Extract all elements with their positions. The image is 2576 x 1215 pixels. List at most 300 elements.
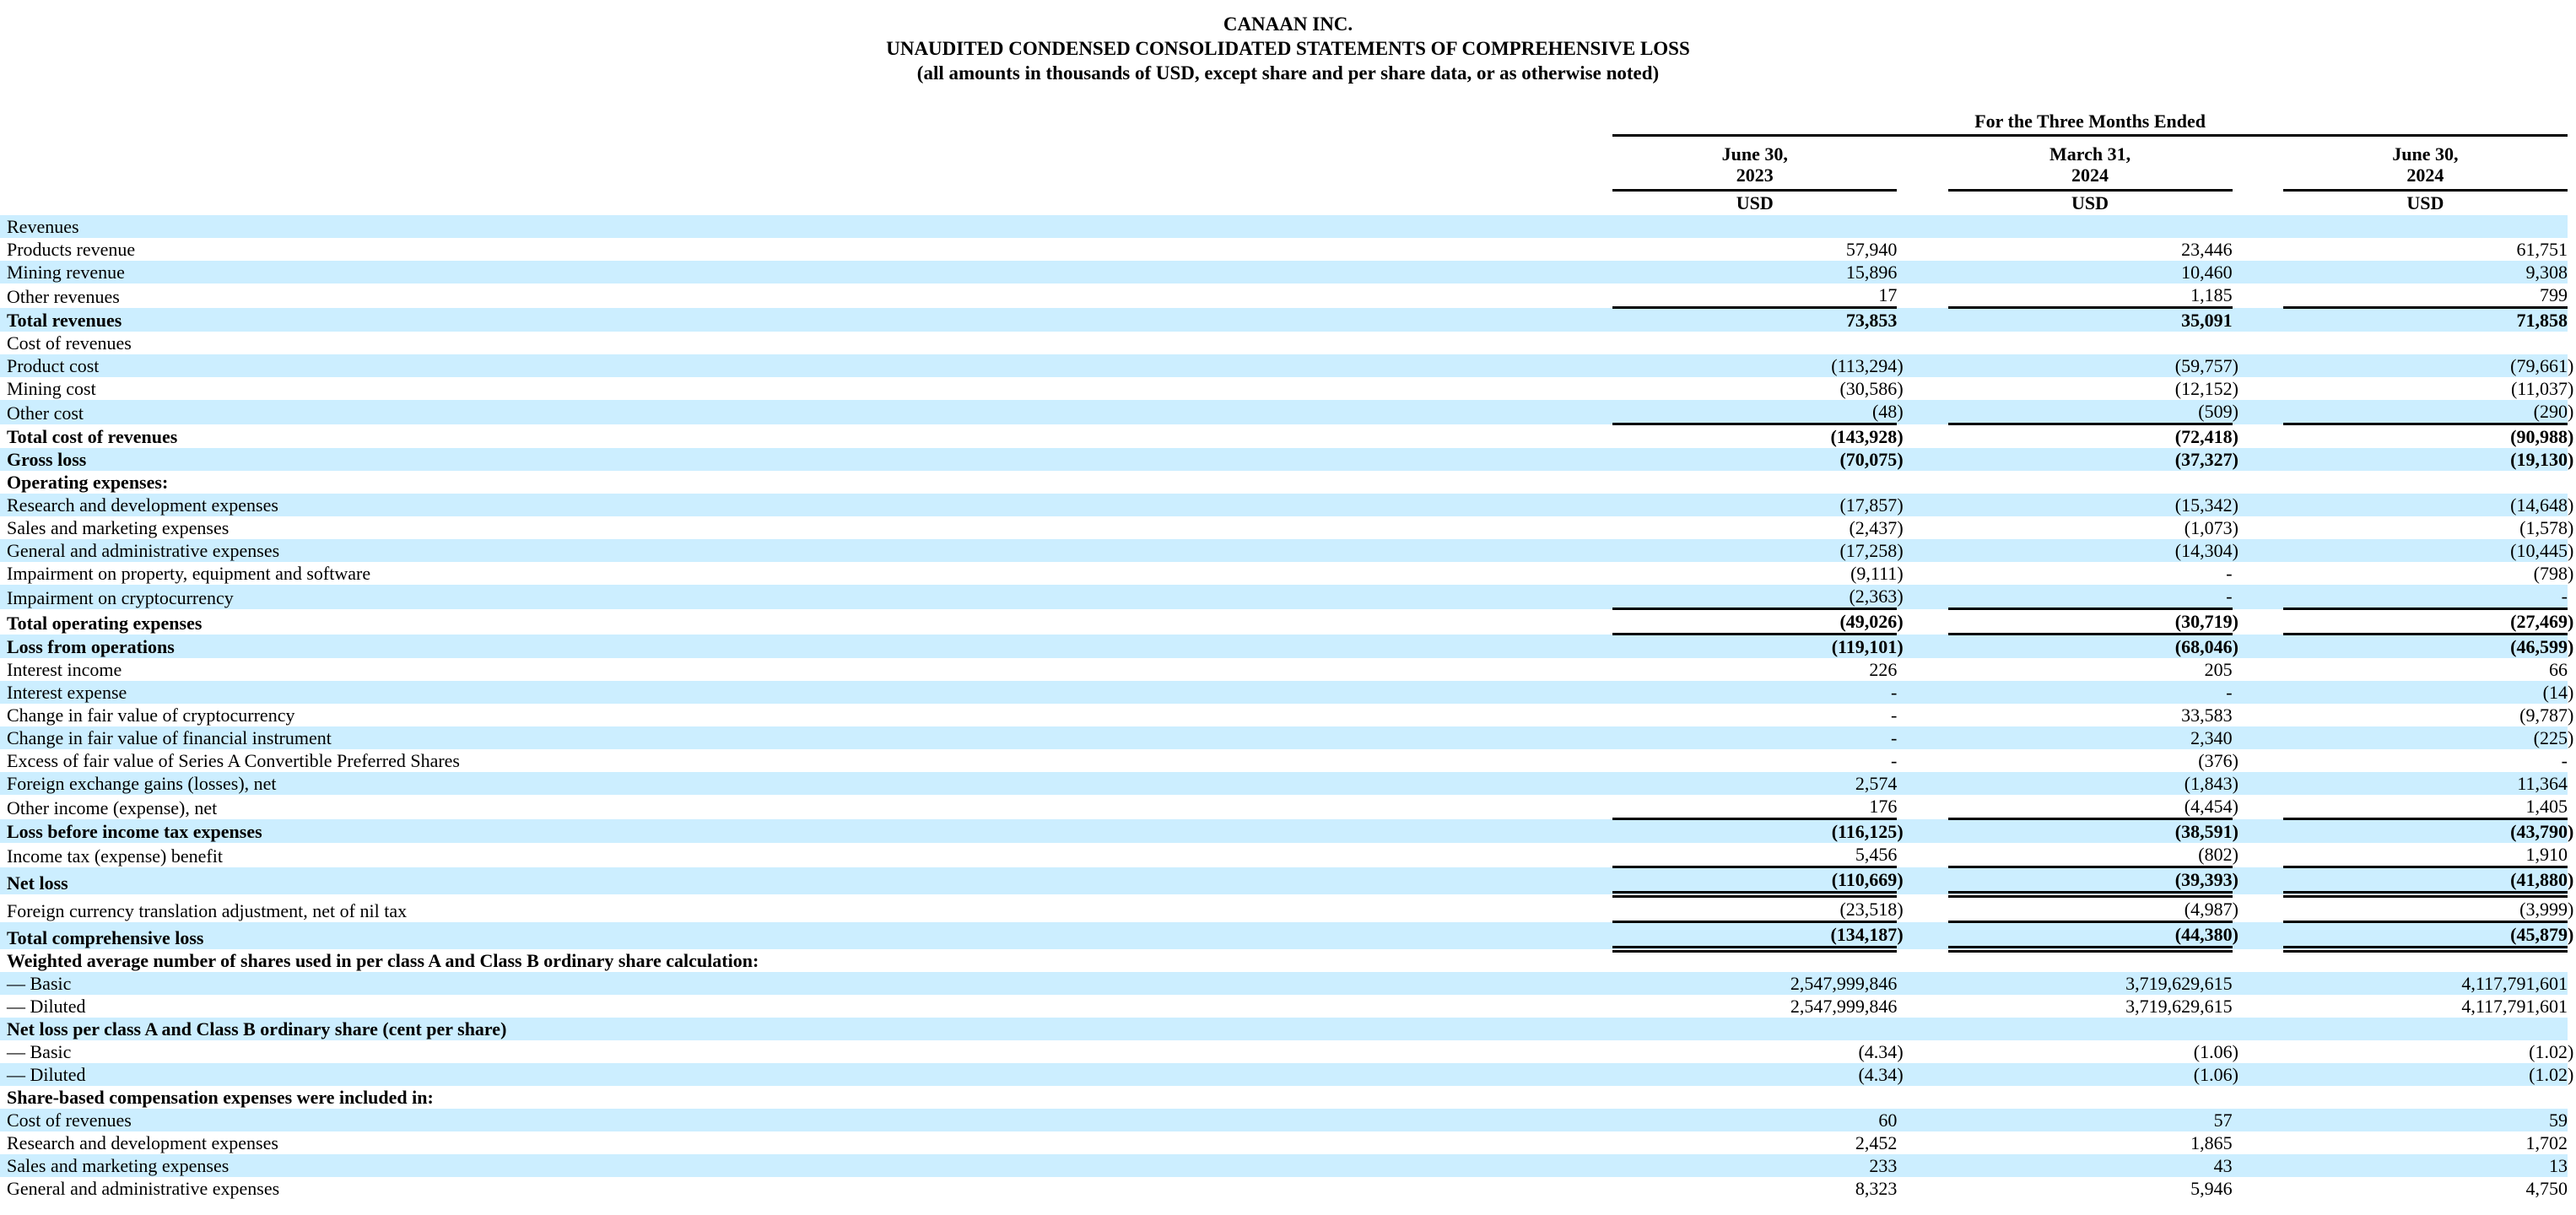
value-cell: - [1890, 750, 1898, 771]
spacer-cell [1897, 867, 1947, 895]
value-cell: (79,661) [2510, 355, 2574, 376]
table-row [0, 471, 2568, 494]
table-row [0, 494, 2568, 516]
spacer-cell [1897, 400, 1947, 424]
value-cell: (798) [2533, 563, 2574, 584]
value-cell: 4,117,791,601 [2461, 996, 2568, 1017]
value-cell: (38,591) [2174, 821, 2238, 842]
spacer-cell [1562, 215, 1612, 238]
spacer-cell [1897, 471, 1947, 494]
spacer-cell [2233, 377, 2283, 400]
value-cell: - [2561, 750, 2568, 771]
column-unit-header: USD [2406, 192, 2444, 213]
spacer-cell [1897, 609, 1947, 634]
value-cell: 4,750 [2525, 1178, 2568, 1199]
value-cell: (90,988) [2510, 426, 2574, 447]
table-row [0, 772, 2568, 795]
spacer-cell [1562, 995, 1612, 1018]
row-label: Cost of revenues [7, 1110, 132, 1131]
spacer-cell [1562, 354, 1612, 377]
value-cell [1612, 949, 1897, 972]
spacer-cell [1562, 843, 1612, 867]
value-cell: 2,452 [1855, 1132, 1898, 1153]
row-label: Total operating expenses [7, 612, 203, 634]
row-label: Sales and marketing expenses [7, 517, 230, 538]
value-cell: (113,294) [1831, 355, 1904, 376]
spacer-cell [2233, 1177, 2283, 1200]
value-cell [1612, 471, 1897, 494]
spacer-cell [1562, 634, 1612, 659]
value-cell: (44,380) [1948, 922, 2233, 950]
statement-title: UNAUDITED CONDENSED CONSOLIDATED STATEMENTS OF COMPREHENSIVE LOSS [886, 38, 1690, 59]
value-cell: (1,578) [2519, 517, 2574, 538]
spacer-cell [1897, 726, 1947, 749]
table-body [0, 215, 2574, 1200]
row-label: — Basic [7, 973, 72, 994]
spacer-cell [1897, 819, 1947, 844]
row-label: Excess of fair value of Series A Convertible Preferred Shares [7, 750, 460, 771]
value-cell: 3,719,629,615 [2125, 973, 2233, 994]
spacer-cell [1897, 658, 1947, 681]
spacer-cell [1897, 377, 1947, 400]
value-cell: 1,910 [2283, 843, 2568, 867]
value-cell: 23,446 [2181, 239, 2233, 260]
row-label: Total comprehensive loss [7, 927, 204, 948]
spacer-cell [1897, 843, 1947, 867]
value-cell: 205 [2204, 659, 2233, 680]
row-label: — Diluted [7, 1064, 86, 1085]
value-cell: 4,117,791,601 [2461, 973, 2568, 994]
table-row [0, 949, 2568, 972]
spacer-cell [1562, 284, 1612, 308]
value-cell: (12,152) [2174, 378, 2238, 399]
value-cell: 226 [1869, 659, 1898, 680]
spacer-cell [1562, 136, 1612, 191]
value-cell: 66 [2549, 659, 2568, 680]
row-label: — Basic [7, 1041, 72, 1062]
table-row [0, 658, 2568, 681]
row-label: Loss from operations [7, 636, 175, 657]
row-label: Interest expense [7, 682, 127, 703]
table-row [0, 539, 2568, 562]
value-cell: 2,547,999,846 [1790, 996, 1898, 1017]
value-cell: (30,586) [1839, 378, 1904, 399]
spacer-cell [1562, 516, 1612, 539]
spacer-cell [2233, 238, 2283, 261]
row-label: — Diluted [7, 996, 86, 1017]
spacer-cell [1562, 448, 1612, 471]
row-label: Product cost [7, 355, 100, 376]
value-cell: (110,669) [1612, 867, 1897, 895]
company-name: CANAAN INC. [1223, 14, 1353, 35]
table-row [0, 704, 2568, 726]
row-label: Share-based compensation expenses were included in: [7, 1087, 434, 1108]
column-date-header: March 31, 2024 [1948, 136, 2233, 191]
value-cell: - [2226, 682, 2233, 703]
value-cell: (11,037) [2510, 378, 2574, 399]
spacer-cell [2233, 136, 2283, 191]
spacer-cell [2233, 424, 2283, 449]
spacer-cell [1562, 471, 1612, 494]
table-row [0, 843, 2568, 867]
value-cell [2283, 471, 2568, 494]
spacer-cell [1562, 922, 1612, 950]
value-cell: (802) [1948, 843, 2233, 867]
spacer-cell [1897, 949, 1947, 972]
value-cell [1612, 215, 1897, 238]
spacer-cell [1897, 1018, 1947, 1040]
table-row [0, 562, 2568, 585]
spacer-cell [1562, 749, 1612, 772]
spacer-cell [1562, 308, 1612, 332]
value-cell: (290) [2283, 400, 2568, 424]
spacer-cell [1897, 1040, 1947, 1063]
value-cell: - [1948, 585, 2233, 609]
period-group-header: For the Three Months Ended [1612, 111, 2568, 136]
value-cell: 9,308 [2525, 262, 2568, 283]
row-label: Net loss [7, 872, 68, 894]
value-cell [1948, 471, 2233, 494]
value-cell: 15,896 [1845, 262, 1898, 283]
value-cell: (4.34) [1858, 1064, 1904, 1085]
spacer-cell [1562, 261, 1612, 284]
row-label: Interest income [7, 659, 122, 680]
row-label: Foreign exchange gains (losses), net [7, 773, 277, 794]
value-cell: (10,445) [2510, 540, 2574, 561]
spacer-cell [2233, 749, 2283, 772]
value-cell: (4,987) [1948, 894, 2233, 922]
value-cell: 73,853 [1845, 310, 1898, 331]
table-row [0, 448, 2568, 471]
spacer-cell [1897, 539, 1947, 562]
value-cell: (509) [1948, 400, 2233, 424]
row-label: Sales and marketing expenses [7, 1155, 230, 1176]
value-cell: 59 [2549, 1110, 2568, 1131]
spacer-cell [1562, 1131, 1612, 1154]
value-cell: (27,469) [2283, 609, 2568, 634]
spacer-cell [1562, 377, 1612, 400]
group-header-row [0, 111, 2568, 136]
value-cell: 3,719,629,615 [2125, 996, 2233, 1017]
value-cell: - [1890, 727, 1898, 748]
spacer-cell [1562, 772, 1612, 795]
value-cell: (68,046) [2174, 636, 2238, 657]
spacer-cell [1897, 516, 1947, 539]
table-row [0, 609, 2568, 634]
value-cell: - [1890, 705, 1898, 726]
value-cell: 71,858 [2516, 310, 2568, 331]
value-cell: 11,364 [2517, 773, 2568, 794]
spacer-cell [1897, 284, 1947, 308]
spacer-cell [1562, 191, 1612, 216]
value-cell: 57 [2213, 1110, 2233, 1131]
spacer-cell [2233, 995, 2283, 1018]
spacer-cell [1562, 726, 1612, 749]
value-cell: (46,599) [2510, 636, 2574, 657]
value-cell: (15,342) [2174, 494, 2238, 516]
spacer-cell [2233, 215, 2283, 238]
value-cell [1948, 949, 2233, 972]
spacer-cell [2233, 284, 2283, 308]
table-row [0, 972, 2568, 995]
spacer-cell [2233, 894, 2283, 922]
spacer-cell [1897, 772, 1947, 795]
spacer-cell [1897, 448, 1947, 471]
spacer-cell [2233, 609, 2283, 634]
spacer-cell [1897, 1154, 1947, 1177]
table-row [0, 400, 2568, 424]
spacer-cell [1562, 332, 1612, 354]
value-cell: 17 [1612, 284, 1897, 308]
spacer-cell [1562, 609, 1612, 634]
value-cell: (2,363) [1612, 585, 1897, 609]
table-row [0, 795, 2568, 819]
row-label: Mining revenue [7, 262, 125, 283]
value-cell [1612, 332, 1897, 354]
spacer-cell [1562, 111, 1612, 136]
table-row [0, 1086, 2568, 1109]
table-row [0, 261, 2568, 284]
spacer-cell [2233, 1131, 2283, 1154]
value-cell: 8,323 [1855, 1178, 1898, 1199]
value-cell: (19,130) [2510, 449, 2574, 470]
value-cell: (41,880) [2283, 867, 2568, 895]
table-row [0, 1063, 2568, 1086]
spacer-cell [1562, 972, 1612, 995]
value-cell: (45,879) [2283, 922, 2568, 950]
value-cell: (116,125) [1831, 821, 1904, 842]
value-cell [1948, 332, 2233, 354]
table-row [0, 681, 2568, 704]
table-row [0, 354, 2568, 377]
table-row [0, 1040, 2568, 1063]
spacer-cell [1897, 1109, 1947, 1131]
spacer-cell [1562, 238, 1612, 261]
spacer-cell [2233, 726, 2283, 749]
row-label: Research and development expenses [7, 1132, 278, 1153]
spacer-cell [2233, 354, 2283, 377]
spacer-cell [2233, 261, 2283, 284]
value-cell [2283, 1086, 2568, 1109]
spacer-cell [2233, 1040, 2283, 1063]
spacer-cell [1897, 585, 1947, 609]
spacer-cell [2233, 1154, 2283, 1177]
spacer-cell [1897, 1063, 1947, 1086]
value-cell: (119,101) [1831, 636, 1904, 657]
table-row [0, 238, 2568, 261]
spacer-cell [1562, 1018, 1612, 1040]
spacer-cell [1897, 749, 1947, 772]
spacer-cell [1897, 972, 1947, 995]
row-label: Revenues [7, 216, 79, 237]
spacer-cell [1897, 894, 1947, 922]
spacer-cell [2233, 843, 2283, 867]
value-cell: 1,405 [2283, 795, 2568, 819]
table-row [0, 332, 2568, 354]
spacer-cell [1897, 261, 1947, 284]
row-label: Impairment on cryptocurrency [7, 586, 234, 608]
value-cell: (3,999) [2283, 894, 2568, 922]
value-cell: (17,857) [1839, 494, 1904, 516]
row-label: Net loss per class A and Class B ordinary share (cent per share) [7, 1018, 507, 1040]
spacer-cell [2233, 972, 2283, 995]
spacer-cell [1897, 1177, 1947, 1200]
value-cell: (39,393) [1948, 867, 2233, 895]
spacer-cell [2233, 562, 2283, 585]
value-cell [2283, 332, 2568, 354]
table-row [0, 995, 2568, 1018]
spacer-cell [0, 111, 1562, 136]
unit-header-row [0, 191, 2568, 216]
value-cell: 43 [2213, 1155, 2233, 1176]
column-unit-header: USD [2071, 192, 2109, 213]
row-label: Impairment on property, equipment and software [7, 563, 371, 584]
spacer-cell [2233, 448, 2283, 471]
value-cell: (1,843) [2184, 773, 2238, 794]
value-cell: (48) [1612, 400, 1897, 424]
value-cell [1612, 1086, 1897, 1109]
table-row [0, 1131, 2568, 1154]
row-label: Operating expenses: [7, 472, 169, 493]
table-row [0, 894, 2568, 922]
value-cell: (9,787) [2519, 705, 2574, 726]
spacer-cell [2233, 1109, 2283, 1131]
spacer-cell [1897, 681, 1947, 704]
spacer-cell [2233, 681, 2283, 704]
spacer-cell [1562, 819, 1612, 844]
value-cell: 1,702 [2525, 1132, 2568, 1153]
value-cell [1612, 1018, 1897, 1040]
table-header [0, 111, 2568, 215]
value-cell: 13 [2549, 1155, 2568, 1176]
value-cell: (2,437) [1849, 517, 1904, 538]
row-label: Change in fair value of financial instrument [7, 727, 332, 748]
spacer-cell [1897, 494, 1947, 516]
value-cell: (9,111) [1850, 563, 1904, 584]
row-label: Products revenue [7, 239, 136, 260]
spacer-cell [1897, 332, 1947, 354]
value-cell: (143,928) [1830, 426, 1904, 447]
value-cell: 5,456 [1612, 843, 1897, 867]
spacer-cell [2233, 332, 2283, 354]
row-label: Mining cost [7, 378, 96, 399]
spacer-cell [2233, 867, 2283, 895]
spacer-cell [2233, 494, 2283, 516]
row-label: Loss before income tax expenses [7, 821, 262, 842]
value-cell [2283, 1018, 2568, 1040]
value-cell: (43,790) [2510, 821, 2574, 842]
value-cell: (1.02) [2529, 1064, 2574, 1085]
table-row [0, 585, 2568, 609]
value-cell: 233 [1869, 1155, 1898, 1176]
row-label: General and administrative expenses [7, 1178, 280, 1199]
value-cell: 60 [1878, 1110, 1898, 1131]
table-row [0, 516, 2568, 539]
spacer-cell [1897, 1131, 1947, 1154]
value-cell: 1,185 [1948, 284, 2233, 308]
spacer-cell [1897, 995, 1947, 1018]
spacer-cell [2233, 949, 2283, 972]
value-cell: (376) [2198, 750, 2238, 771]
table-row [0, 1154, 2568, 1177]
document-header [0, 0, 2576, 85]
spacer-cell [2233, 772, 2283, 795]
spacer-cell [1562, 681, 1612, 704]
value-cell: - [1890, 682, 1898, 703]
spacer-cell [2233, 1086, 2283, 1109]
value-cell: 2,574 [1855, 773, 1898, 794]
spacer-cell [1562, 562, 1612, 585]
spacer-cell [2233, 922, 2283, 950]
value-cell: - [2226, 563, 2233, 584]
value-cell: 1,865 [2190, 1132, 2233, 1153]
table-row [0, 749, 2568, 772]
spacer-cell [2233, 634, 2283, 659]
value-cell: (70,075) [1839, 449, 1904, 470]
spacer-cell [0, 136, 1562, 191]
value-cell [2283, 949, 2568, 972]
spacer-cell [2233, 400, 2283, 424]
spacer-cell [1897, 634, 1947, 659]
table-row [0, 308, 2568, 332]
value-cell: 61,751 [2516, 239, 2568, 260]
spacer-cell [1562, 400, 1612, 424]
value-cell: 799 [2283, 284, 2568, 308]
value-cell: (30,719) [1948, 609, 2233, 634]
value-cell [1948, 1018, 2233, 1040]
value-cell [2283, 215, 2568, 238]
table-row [0, 1177, 2568, 1200]
table-row [0, 634, 2568, 659]
spacer-cell [0, 191, 1562, 216]
value-cell: 57,940 [1845, 239, 1898, 260]
table-row [0, 922, 2568, 950]
spacer-cell [1562, 424, 1612, 449]
spacer-cell [2233, 819, 2283, 844]
spacer-cell [1562, 1086, 1612, 1109]
value-cell: 2,547,999,846 [1790, 973, 1898, 994]
table-row [0, 284, 2568, 308]
value-cell: (37,327) [2174, 449, 2238, 470]
spacer-cell [2233, 516, 2283, 539]
column-unit-header: USD [1736, 192, 1774, 213]
value-cell: (14,304) [2174, 540, 2238, 561]
spacer-cell [1897, 1086, 1947, 1109]
spacer-cell [2233, 471, 2283, 494]
value-cell: (1.06) [2193, 1064, 2238, 1085]
spacer-cell [2233, 795, 2283, 819]
spacer-cell [1562, 658, 1612, 681]
value-cell: (1.02) [2529, 1041, 2574, 1062]
value-cell: (23,518) [1612, 894, 1897, 922]
row-label: Change in fair value of cryptocurrency [7, 705, 295, 726]
spacer-cell [1897, 704, 1947, 726]
row-label: Total cost of revenues [7, 426, 178, 447]
value-cell: 10,460 [2181, 262, 2233, 283]
spacer-cell [1897, 562, 1947, 585]
row-label: Other revenues [7, 285, 120, 307]
value-cell: (4,454) [1948, 795, 2233, 819]
value-cell: 5,946 [2190, 1178, 2233, 1199]
spacer-cell [2233, 1063, 2283, 1086]
spacer-cell [1562, 795, 1612, 819]
row-label: Cost of revenues [7, 332, 132, 354]
row-label: Foreign currency translation adjustment, net of nil tax [7, 899, 408, 921]
spacer-cell [2233, 308, 2283, 332]
spacer-cell [1897, 136, 1947, 191]
table-row [0, 1018, 2568, 1040]
value-cell: (14) [2542, 682, 2574, 703]
